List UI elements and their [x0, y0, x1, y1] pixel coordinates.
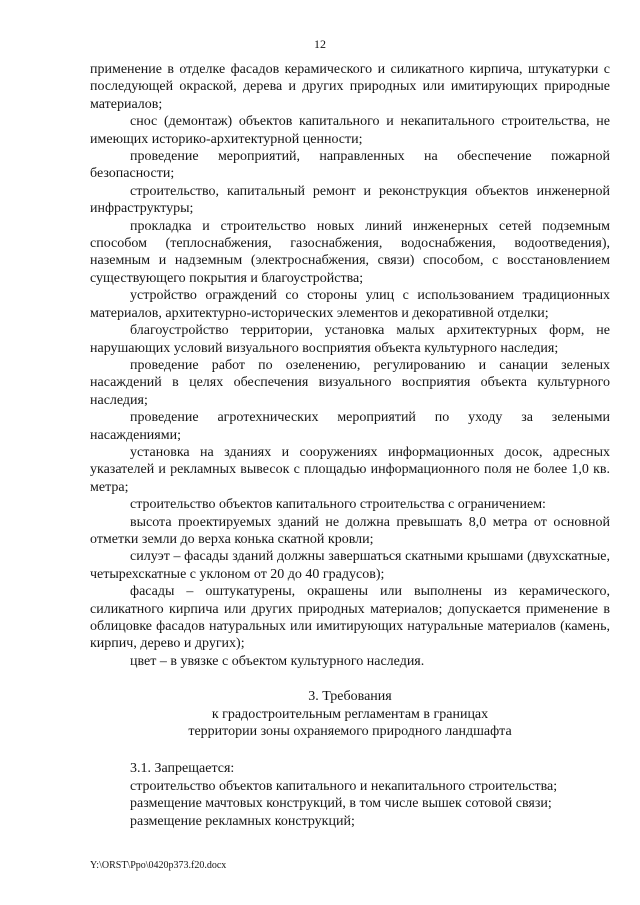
paragraph: благоустройство территории, установка малых архитектурных форм, не нарушающих условий визуального восприятия объекта культурного наследия;	[90, 323, 610, 356]
section-subtitle-line: территории зоны охраняемого природного ландшафта	[188, 724, 512, 740]
page-number: 12	[314, 37, 326, 51]
section-number-title: 3. Требования	[308, 689, 392, 705]
section-heading	[90, 688, 610, 740]
paragraph: прокладка и строительство новых линий инженерных сетей подземным способом (теплоснабжения, газоснабжения, водоснабжения, водоотведения), наземным и надземным (электроснабжения, связи) способом, с восстановлением существующего покрытия и благоустройства;	[90, 218, 610, 286]
paragraph: проведение работ по озеленению, регулированию и санации зеленых насаждений в целях обеспечения визуального восприятия объекта культурного наследия;	[90, 357, 610, 408]
file-path-footer: Y:\ORST\Ppo\0420p373.f20.docx	[90, 860, 227, 871]
paragraph: устройство ограждений со стороны улиц с использованием традиционных материалов, архитектурно-исторических элементов и декоративной отделки;	[90, 288, 610, 321]
paragraph: фасады – оштукатурены, окрашены или выполнены из керамического, силикатного кирпича или других природных материалов; допускается применение в облицовке фасадов натуральных или имитирующих натуральные материалов (камень, кирпич, дерево и других);	[90, 584, 610, 652]
paragraph: цвет – в увязке с объектом культурного наследия.	[130, 653, 425, 669]
paragraph: строительство объектов капитального строительства с ограничением:	[130, 497, 546, 513]
paragraph: строительство, капитальный ремонт и реконструкция объектов инженерной инфраструктуры;	[90, 183, 610, 217]
paragraph: проведение мероприятий, направленных на обеспечение пожарной безопасности;	[90, 149, 610, 182]
section-subtitle-line: к градостроительным регламентам в границах	[211, 706, 489, 722]
list-item: строительство объектов капитального и некапитального строительства;	[130, 778, 558, 794]
paragraph: силуэт – фасады зданий должны завершаться скатными крышами (двухскатные, четырехскатные с уклоном от 20 до 40 градусов);	[90, 549, 610, 582]
paragraph: проведение агротехнических мероприятий по уходу за зелеными насаждениями;	[90, 410, 610, 443]
paragraph: применение в отделке фасадов керамического и силикатного кирпича, штукатурки с последующей окраской, дерева и других природных или имитирующих природные материалов;	[90, 62, 610, 112]
list-item: размещение мачтовых конструкций, в том числе вышек сотовой связи;	[130, 796, 552, 812]
paragraph: снос (демонтаж) объектов капитального и некапитального строительства, не имеющих историко-архитектурной ценности;	[90, 114, 610, 147]
document-body	[90, 61, 610, 830]
subsection-title: 3.1. Запрещается:	[130, 761, 235, 777]
paragraph: высота проектируемых зданий не должна превышать 8,0 метра от основной отметки земли до верха конька скатной кровли;	[90, 514, 610, 547]
paragraph: установка на зданиях и сооружениях информационных досок, адресных указателей и рекламных вывесок с площадью информационного поля не более 1,0 кв. метра;	[90, 444, 610, 495]
list-item: размещение рекламных конструкций;	[130, 813, 355, 829]
